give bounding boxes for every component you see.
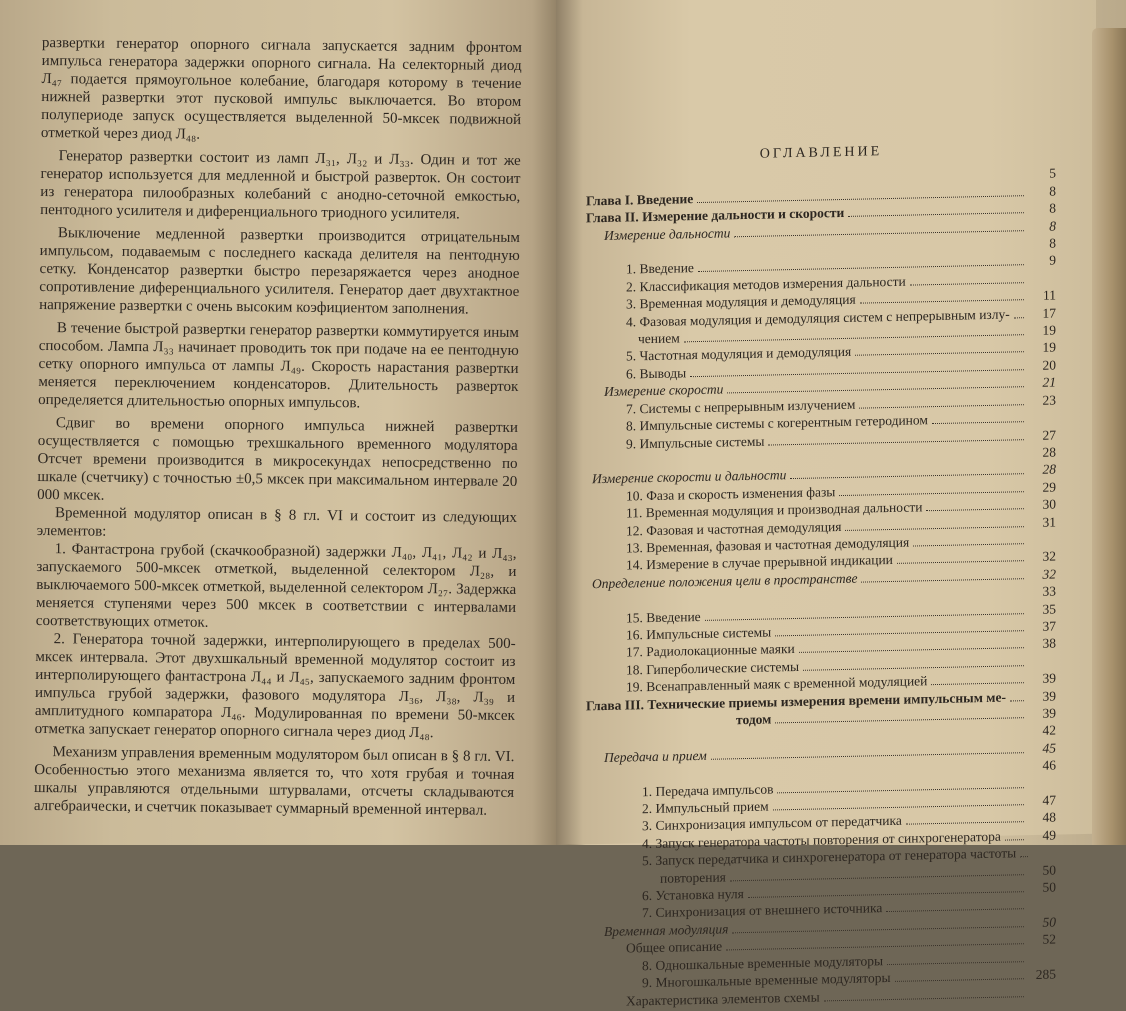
toc-page-number: 9 [1049,252,1056,269]
toc-entry-text: 11. Временная модуляция и производная дальности [626,499,923,521]
toc-entry-text: 2. Импульсный прием [642,798,769,817]
toc-page-number: 46 [1042,757,1056,774]
left-page-text [34,34,522,820]
toc-entry-text: Характеристика элементов схемы [626,988,820,1009]
toc-leader-dots [910,282,1024,285]
toc-entry-text: 3. Временная модуляция и демодуляция [626,291,856,312]
table-of-contents [586,140,1056,1011]
toc-entry-text: Глава III. Технические приемы измерения времени импульсным ме- [586,689,1006,713]
paragraph: Сдвиг во времени опорного импульса нижней развертки осуществляется с помощью трехшкального временного модулятора Отсчет времени производится в микросекундах непосредственно по шкале (счетчику) с точностью ±0,5 мксек при максимальном интервале 20 000 мксек. [37,415,518,504]
toc-entry-text: 15. Введение [626,608,701,626]
toc-page-number: 8 [1049,235,1056,251]
toc-page-number [1032,857,1060,858]
toc-leader-dots [824,996,1024,1001]
toc-entry-text: Передача и прием [604,747,707,765]
toc-page-number: 8 [1049,183,1056,199]
toc-leader-dots [1020,856,1028,857]
paragraph: В течение быстрой развертки генератор развертки коммутируется иным способом. Лампа Л₃₃ начинает проводить ток при подаче на ее пентодную сетку опорного импульса от лампы Л₄₉. Скорость нарастания развертки меняется переключением конденсаторов. Длительность разверток определяется длительностью опорных импульсов. [38,320,519,412]
toc-page-number: 52 [1042,931,1056,948]
toc-page-number: 50 [1042,914,1056,930]
toc-entry-text: Измерение скорости и дальности [592,467,787,487]
toc-page-number: 21 [1042,374,1056,391]
toc-leader-dots [932,421,1024,424]
toc-page-number [1028,665,1056,666]
toc-leader-dots [860,299,1024,303]
toc-page-number: 285 [1035,966,1056,983]
toc-entry-text: Глава I. Введение [586,190,694,209]
paragraph: Выключение медленной развертки производится отрицательным импульсом, подаваемым с последнего каскада делителя на пентодную сетку. Конденсатор развертки быстро перезаряжается через анодное сопротивление диференциального усилителя. Генератор дает двухтактное напряжение развертки с очень высоким коэфициентом заполнения. [39,225,520,318]
toc-entry-text: повторения [660,869,726,886]
toc-page-number: 49 [1042,827,1056,843]
toc-leader-dots [897,561,1024,565]
toc-page-number: 32 [1042,548,1056,565]
toc-page-number [1028,787,1056,788]
toc-entry-text: 13. Временная, фазовая и частотная демодуляция [626,534,910,556]
toc-page-number [1028,422,1056,423]
toc-entry-text: 14. Измерение в случае прерывной индикации [626,552,893,573]
toc-entry-text: 16. Импульсные системы [626,624,772,643]
toc-page-number: 28 [1042,444,1056,460]
toc-entry-text: 5. Частотная модуляция и демодуляция [626,344,852,365]
paragraph: развертки генератор опорного сигнала запускается задним фронтом импульса генератора задержки опорного сигнала. На селекторный диод Л₄₇ подается прямоугольное колебание, благодаря которому в течение нижней развертки этот пусковой импульс выключается. Во втором полупериоде запуск осуществляется выделенной 50-мксек подвижной отметкой через диод Л₄₈. [40,34,522,143]
toc-leader-dots [886,909,1024,913]
toc-entry-text: тодом [736,711,772,728]
toc-entry-text: 9. Многошкальные временные модуляторы [642,970,891,991]
book-edge [1092,28,1126,845]
toc-leader-dots [861,578,1024,582]
toc-leader-dots [855,352,1024,357]
toc-page-number: 8 [1049,218,1056,234]
paragraph: Механизм управления временным модулятором был описан в § 8 гл. VI. Особенностью этого механизма является то, что хотя грубая и точная шкалы управляются отдельными штурвалами, отсчеты складываются алгебраически, и счетчик показывает суммарный временной интервал. [33,744,515,819]
toc-page-number [1028,543,1056,544]
toc-page-number: 45 [1042,740,1056,756]
toc-entry-text: 1. Введение [626,260,694,277]
toc-page-number: 48 [1042,809,1056,826]
right-page [556,0,1096,1009]
toc-leader-dots [913,543,1024,546]
toc-page-number: 33 [1042,583,1056,599]
toc-leader-dots [926,508,1024,511]
toc-page-number [1028,961,1056,962]
toc-leader-dots [839,491,1024,496]
toc-leader-dots [803,665,1024,671]
toc-entry-text: 6. Установка нуля [642,886,744,904]
toc-entry-text: 3. Синхронизация импульсом от передатчика [642,813,902,834]
toc-entry-text: 8. Импульсные системы с когерентным гетеродином [626,412,928,434]
toc-page-number: 30 [1042,496,1056,512]
toc-entry-text: Измерение скорости [604,381,724,400]
toc-page-number: 8 [1049,200,1056,216]
paragraph: Временной модулятор описан в § 8 гл. VI и состоит из следующих элементов: [36,505,518,540]
toc-page-number: 11 [1043,287,1056,304]
paragraph: 1. Фантастрона грубой (скачкообразной) задержки Л₄₀, Л₄₁, Л₄₂ и Л₄₃, запускаемого 500-мксек отметкой, выделенной селектором Л₂₈, и выключаемого 500-мксек отметкой, выделенной селектором Л₂₇. Задержка меняется ступенями через 500 мксек в соответствии с интервалами соответствующих отметок. [35,541,517,631]
toc-page-number: 32 [1042,566,1056,582]
toc-entry-text: 5. Запуск передатчика и синхрогенератора от генератора частоты [642,845,1017,869]
toc-leader-dots [1010,700,1024,701]
toc-entry-text: 7. Системы с непрерывным излучением [626,396,856,417]
toc-page-number: 29 [1042,479,1056,495]
toc-leader-dots [906,822,1024,825]
toc-leader-dots [1005,839,1024,840]
toc-page-number [1028,909,1056,910]
paragraph: Генератор развертки состоит из ламп Л₃₁, Л₃₂ и Л₃₃. Один и тот же генератор используется для медленной и быстрой разверток. Он состоит из генератора пилообразных колебаний с анодно-сеточной емкостью, пентодного усилителя и диференциального триодного усилителя. [40,148,521,223]
toc-page-number [1028,282,1056,283]
toc-page-number: 47 [1042,792,1056,808]
toc-title: ОГЛАВЛЕНИЕ [759,144,883,162]
toc-page-number: 17 [1042,305,1056,321]
toc-page-number: 19 [1042,322,1056,338]
toc-entry-text: 4. Фазовая модуляция и демодуляция систем с непрерывным излу- [626,306,1010,330]
toc-entry-text: 9. Импульсные системы [626,433,765,452]
toc-page-number: 19 [1042,339,1056,356]
toc-page-number: 28 [1042,461,1056,478]
toc-entry-text: 1. Передача импульсов [642,781,774,799]
toc-entry-text: Измерение дальности [604,224,731,243]
toc-page-number: 39 [1042,670,1056,686]
toc-leader-dots [845,526,1024,531]
toc-entry-text: 10. Фаза и скорость изменения фазы [626,483,836,504]
toc-entry-text: 8. Одношкальные временные модуляторы [642,952,884,973]
toc-page-number: 50 [1042,879,1056,895]
toc-leader-dots [799,648,1024,654]
toc-entry-text: 19. Всенаправленный маяк с временной модуляцией [626,673,928,695]
toc-page-number: 20 [1042,357,1056,373]
toc-page-number: 42 [1042,722,1056,739]
toc-entry-text: 17. Радиолокационные маяки [626,641,795,660]
toc-entry-text: Глава II. Измерение дальности и скорости [586,205,845,226]
toc-leader-dots [859,404,1024,408]
toc-page-number: 38 [1042,635,1056,652]
toc-page-number: 5 [1049,165,1056,182]
toc-page-number: 39 [1042,688,1056,704]
toc-page-number: 35 [1042,601,1056,617]
toc-page-number: 39 [1042,705,1056,721]
toc-leader-dots [931,682,1024,685]
toc-page-number [1028,996,1056,997]
toc-leader-dots [887,961,1024,965]
toc-entry-text: чением [638,330,680,347]
left-page [0,0,560,845]
toc-page-number: 27 [1042,427,1056,443]
toc-entry-text: Временная модуляция [604,921,729,939]
toc-entry-text: 7. Синхронизация от внешнего источника [642,900,883,921]
toc-page-number: 37 [1042,618,1056,634]
toc-leader-dots [1014,317,1024,318]
toc-entry-text: 12. Фазовая и частотная демодуляция [626,518,842,539]
toc-entry-text: 2. Классификация методов измерения дальности [626,273,906,295]
toc-page-number: 23 [1042,392,1056,408]
paragraph: 2. Генератора точной задержки, интерполирующего в пределах 500-мксек интервала. Этот двухшкальный временной модулятор состоит из интерполирующего фантастрона Л₄₄ и Л₄₅, запускаемого задним фронтом импульса грубой задержки, фазового модулятора Л₃₆, Л₃₈, Л₃₉ и амплитудного компаратора Л₄₆. Модулированная по времени 50-мксек отметка запускает генератор опорного сигнала через диод Л₄₈. [34,631,516,742]
toc-entry-text: Определение положения цели в пространстве [592,570,858,591]
toc-page-number: 31 [1042,514,1056,530]
toc-leader-dots [848,212,1024,217]
toc-leader-dots [895,978,1024,982]
toc-entry-text: 4. Запуск генератора частоты повторения от синхрогенератора [642,828,1001,852]
toc-entry-text: 6. Выводы [626,365,687,382]
toc-rows [586,165,1056,1010]
toc-entry-text: 18. Гиперболические системы [626,658,800,678]
toc-leader-dots [790,474,1024,480]
toc-page-number: 50 [1042,862,1056,878]
toc-entry-text: Общее описание [626,938,723,956]
